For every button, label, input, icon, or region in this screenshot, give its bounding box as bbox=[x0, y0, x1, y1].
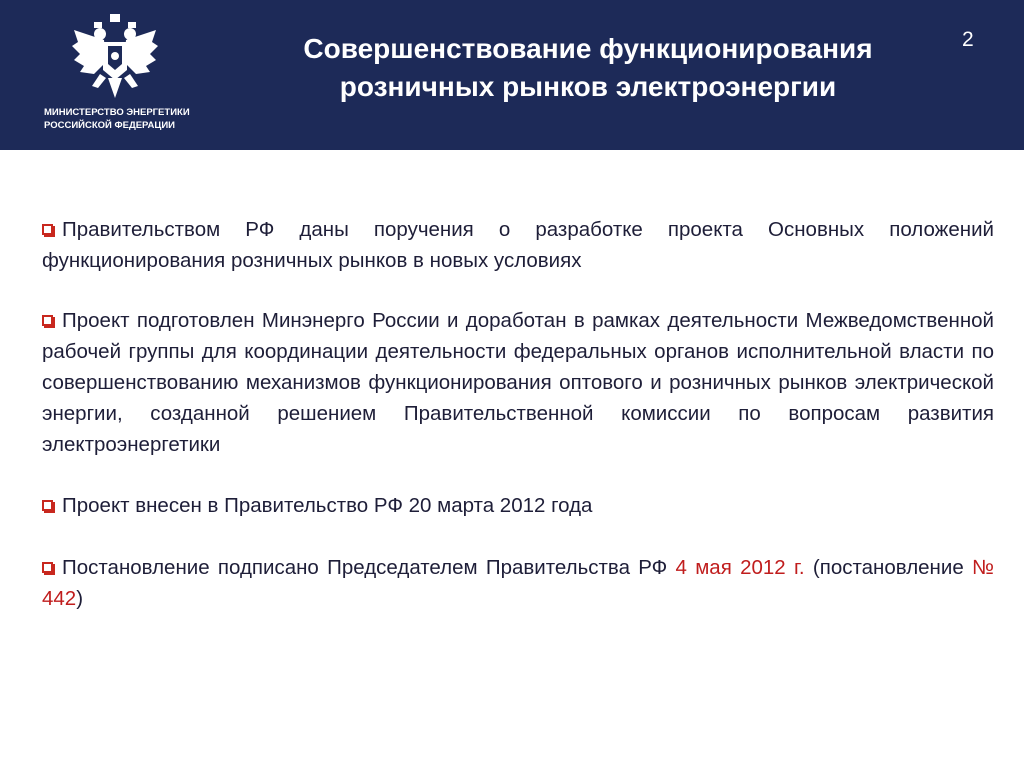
bullet-text: Постановление подписано Председателем Правительства РФ bbox=[62, 556, 676, 579]
bullet-text: Проект внесен в Правительство РФ 20 марта 2012 года bbox=[62, 494, 593, 517]
bullet-text: ) bbox=[76, 587, 84, 610]
double-headed-eagle-icon bbox=[70, 12, 160, 104]
list-item bbox=[42, 552, 994, 614]
ministry-name bbox=[44, 107, 204, 132]
ministry-line2: РОССИЙСКОЙ ФЕДЕРАЦИИ bbox=[44, 119, 176, 131]
ministry-line1: МИНИСТЕРСТВО ЭНЕРГЕТИКИ bbox=[44, 107, 190, 118]
title-line2: розничных рынков электроэнергии bbox=[339, 71, 837, 102]
bullet-text: Правительством РФ даны поручения о разработке проекта Основных положений функционирования розничных рынков в новых условиях bbox=[42, 218, 994, 272]
slide-title bbox=[228, 30, 948, 106]
title-line1: Совершенствование функционирования bbox=[303, 33, 873, 64]
bullet-text: Проект подготовлен Минэнерго России и доработан в рамках деятельности Межведомственной рабочей группы для координации деятельности федеральных органов исполнительной власти по совершенствованию механизмов функционирования оптового и розничных рынков электрической энергии, созданной решением Правительственной комиссии по вопросам развития электроэнергетики bbox=[42, 309, 994, 456]
list-item bbox=[42, 214, 994, 276]
checkbox-square-icon bbox=[42, 500, 53, 511]
checkbox-square-icon bbox=[42, 224, 53, 235]
signing-date: 4 мая 2012 г. bbox=[675, 556, 805, 579]
resolution-number: № 442 bbox=[42, 556, 994, 610]
checkbox-square-icon bbox=[42, 315, 53, 326]
slide-number: 2 bbox=[962, 28, 974, 51]
slide-header bbox=[0, 0, 1024, 150]
list-item bbox=[42, 490, 994, 521]
bullet-text: (постановление bbox=[804, 556, 972, 579]
list-item bbox=[42, 305, 994, 460]
checkbox-square-icon bbox=[42, 562, 53, 573]
bullet-list bbox=[42, 214, 994, 642]
